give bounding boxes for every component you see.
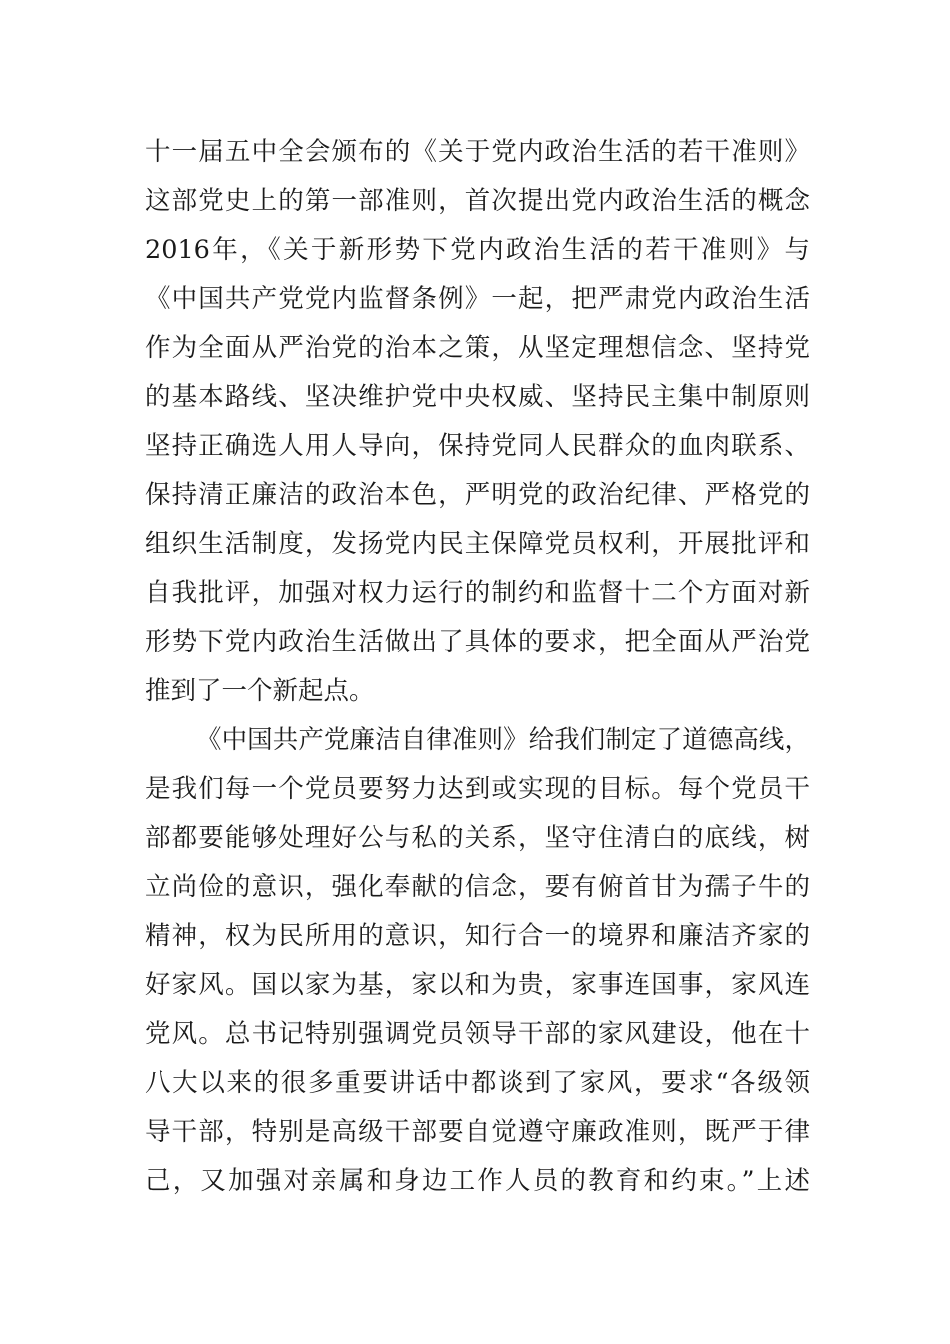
- text-line: 作为全面从严治党的治本之策，从坚定理想信念、坚持党: [145, 333, 810, 363]
- text-line: 《中国共产党党内监督条例》一起，把严肃党内政治生活: [145, 284, 810, 314]
- text-line: 十一届五中全会颁布的《关于党内政治生活的若干准则》: [145, 137, 810, 167]
- text-line: 形势下党内政治生活做出了具体的要求，把全面从严治党: [145, 627, 810, 657]
- text-line: 八大以来的很多重要讲话中都谈到了家风，要求“各级领: [145, 1068, 810, 1098]
- text-line: 《中国共产党廉洁自律准则》给我们制定了道德高线，: [196, 725, 810, 755]
- text-line: 推到了一个新起点。: [145, 676, 375, 706]
- text-line: 自我批评，加强对权力运行的制约和监督十二个方面对新: [145, 578, 810, 608]
- text-line: 党风。总书记特别强调党员领导干部的家风建设，他在十: [145, 1019, 810, 1049]
- text-line: 部都要能够处理好公与私的关系，坚守住清白的底线，树: [145, 823, 810, 853]
- text-line: 导干部，特别是高级干部要自觉遵守廉政准则，既严于律: [145, 1117, 810, 1147]
- text-line: 组织生活制度，发扬党内民主保障党员权利，开展批评和: [145, 529, 810, 559]
- text-line: 的基本路线、坚决维护党中央权威、坚持民主集中制原则: [145, 382, 810, 412]
- text-line: 这部党史上的第一部准则，首次提出党内政治生活的概念: [145, 186, 810, 216]
- text-line: 己，又加强对亲属和身边工作人员的教育和约束。”上述: [145, 1166, 810, 1196]
- text-line: 精神，权为民所用的意识，知行合一的境界和廉洁齐家的: [145, 921, 810, 951]
- text-line: 是我们每一个党员要努力达到或实现的目标。每个党员干: [145, 774, 810, 804]
- text-line: 立尚俭的意识，强化奉献的信念，要有俯首甘为孺子牛的: [145, 872, 810, 902]
- text-line: 2016年，《关于新形势下党内政治生活的若干准则》与: [145, 235, 810, 265]
- text-line: 保持清正廉洁的政治本色，严明党的政治纪律、严格党的: [145, 480, 810, 510]
- text-line: 坚持正确选人用人导向，保持党同人民群众的血肉联系、: [145, 431, 810, 461]
- text-line: 好家风。国以家为基，家以和为贵，家事连国事，家风连: [145, 970, 810, 1000]
